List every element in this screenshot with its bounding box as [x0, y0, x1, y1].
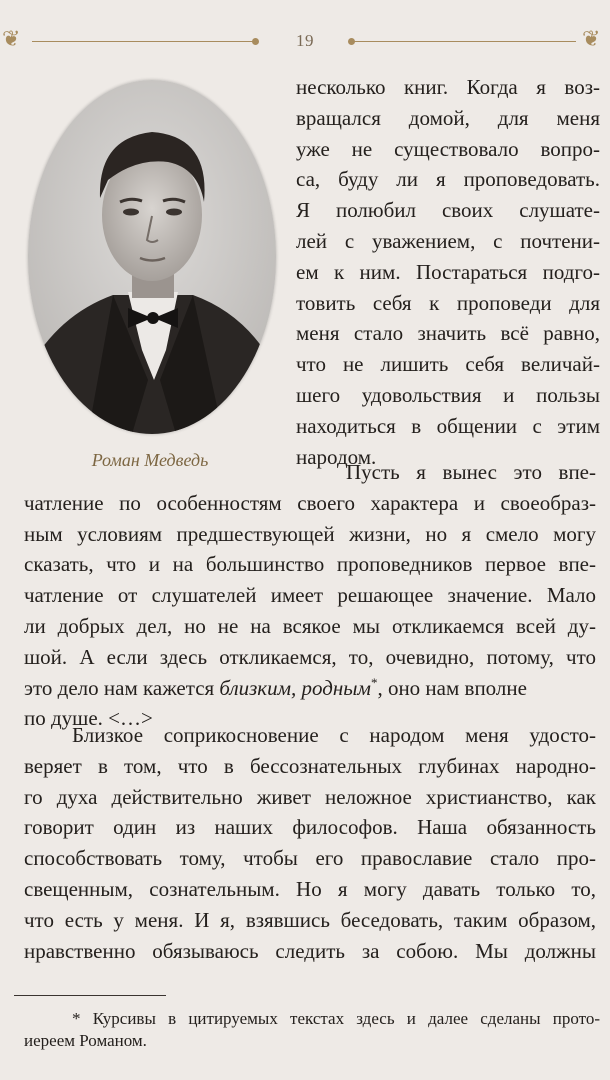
- text-line: чатление от слушателей имеет решающее значение. Мало: [24, 583, 596, 608]
- text-line: что есть у меня. И я, взявшись беседовать, таким образом,: [24, 907, 596, 932]
- paragraph-2: [24, 720, 596, 966]
- text-line: ным условиям предшествующей жизни, но я смело могу: [24, 521, 596, 546]
- text-line: шой. А если здесь откликаемся, то, очевидно, потому, что: [24, 644, 596, 669]
- text-line: способствовать тому, чтобы его православие стало про-: [24, 846, 596, 871]
- text-before-emphasis: это дело нам кажется: [24, 675, 220, 700]
- right-column-text: [296, 72, 600, 472]
- text-line: сказать, что и на большинство проповедников первое впе-: [24, 552, 596, 577]
- text-after-emphasis: , оно нам вполне: [377, 675, 527, 700]
- text-line: товить себя к проповеди для: [296, 290, 600, 315]
- header-dot-left: [252, 38, 259, 45]
- portrait-caption: Роман Медведь: [91, 450, 209, 470]
- text-line: чатление по особенностям своего характера и своеобраз-: [24, 490, 596, 515]
- footnote-marker[interactable]: *: [370, 674, 378, 690]
- header-rule-right: [352, 41, 576, 42]
- text-line: Пусть я вынес это впе-: [346, 460, 596, 484]
- text-line: меня стало значить всё равно,: [296, 321, 600, 346]
- page-number: 19: [296, 31, 314, 50]
- paragraph-1: [24, 457, 596, 734]
- text-line: шего удовольствия и пользы: [296, 382, 600, 407]
- text-line: ем к ним. Постараться подго-: [296, 259, 600, 284]
- text-line: вращался домой, для меня: [296, 105, 600, 130]
- header-rule-left: [32, 41, 254, 42]
- emphasis-group: [219, 673, 596, 704]
- text-line: находиться в общении с этим: [296, 413, 600, 438]
- text-line: свещенным, сознательным. Но я могу давать только то,: [24, 876, 596, 901]
- portrait-image: [28, 80, 276, 434]
- text-line: по душе. <…>: [24, 706, 153, 731]
- text-line: что не лишить себя величай-: [296, 352, 600, 377]
- text-line: Я полюбил своих слушате-: [296, 198, 600, 223]
- text-line: Близкое соприкосновение с народом меня удосто-: [72, 723, 596, 747]
- text-line: говорит один из наших философов. Наша обязанность: [24, 815, 596, 840]
- footnote-divider: [14, 995, 166, 996]
- portrait-photo: [28, 80, 276, 434]
- text-line: уже не существовало вопро-: [296, 136, 600, 161]
- text-line: ли добрых дел, но не на всякое мы откликаемся всей ду-: [24, 613, 596, 638]
- footnote-line: * Курсивы в цитируемых текстах здесь и далее сделаны прото-: [72, 1009, 600, 1028]
- left-fleuron-icon: ❦: [2, 26, 21, 51]
- text-line-with-emphasis: [24, 673, 596, 704]
- italic-emphasis: близким, родным: [219, 675, 371, 700]
- footnote: [24, 1008, 600, 1052]
- text-line: лей с уважением, с почтени-: [296, 228, 600, 253]
- text-line: веряет в том, что в бессознательных глубинах народно-: [24, 753, 596, 778]
- text-line: несколько книг. Когда я воз-: [296, 75, 600, 99]
- text-line: нравственно обязываюсь следить за собою. Мы должны: [24, 938, 596, 963]
- text-line: народом.: [296, 444, 377, 469]
- right-fleuron-icon: ❦: [582, 26, 601, 51]
- footnote-line: иереем Романом.: [24, 1031, 147, 1050]
- text-line: го духа действительно живет неложное христианство, как: [24, 784, 596, 809]
- text-line: са, буду ли я проповедовать.: [296, 167, 600, 192]
